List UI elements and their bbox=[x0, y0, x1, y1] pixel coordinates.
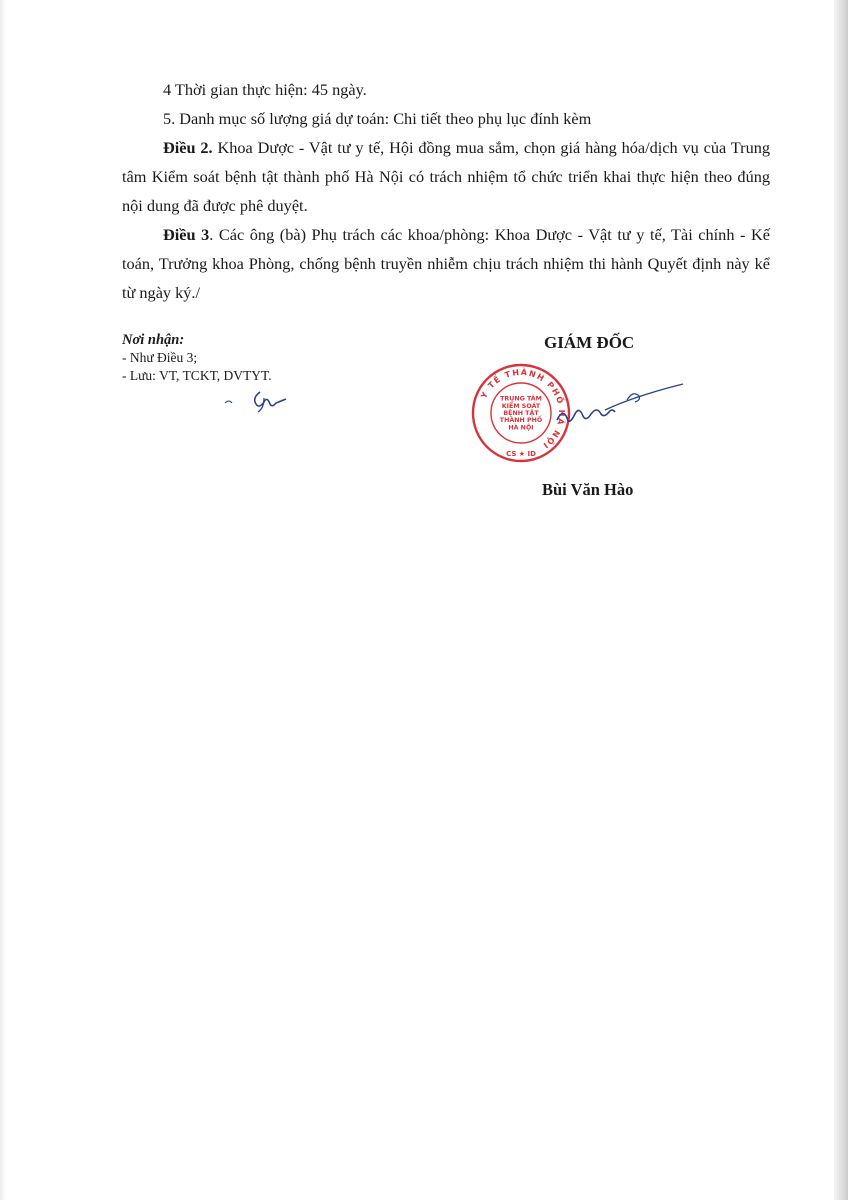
svg-text:TRUNG TÂMKIỂM SOÁTBỆNH TẬTTHÀN: TRUNG TÂM KIỂM SOÁT BỆNH TẬT THÀNH PHỐ HÀ NỘI bbox=[499, 395, 543, 432]
article-2 bbox=[122, 133, 770, 220]
svg-text:Y TẾ THÀNH PHỐ HÀ NỘI: Y TẾ THÀNH PHỐ HÀ NỘI bbox=[479, 367, 567, 451]
article-2-text: Khoa Dược - Vật tư y tế, Hội đồng mua sắm, chọn giá hàng hóa/dịch vụ của Trung tâm Kiểm soát bệnh tật thành phố Hà Nội có trách nhiệm tổ chức triển khai thực hiện theo đúng nội dung đã được phê duyệt. bbox=[122, 138, 770, 215]
article-3 bbox=[122, 220, 770, 307]
article-3-label: Điều 3 bbox=[163, 225, 210, 244]
initials-mark bbox=[222, 386, 294, 416]
position-title: GIÁM ĐỐC bbox=[544, 333, 635, 352]
article-3-text: . Các ông (bà) Phụ trách các khoa/phòng: Khoa Dược - Vật tư y tế, Tài chính - Kế toán, Trưởng khoa Phòng, chống bệnh truyền nhiễm chịu trách nhiệm thi hành Quyết định này kể từ ngày ký./ bbox=[122, 225, 771, 302]
item-4: 4 Thời gian thực hiện: 45 ngày. bbox=[163, 80, 367, 99]
page-shadow-left bbox=[0, 0, 6, 1200]
svg-text:CS ★ ID: CS ★ ID bbox=[506, 450, 536, 458]
signer-name: Bùi Văn Hào bbox=[542, 480, 634, 499]
decision-body bbox=[122, 75, 770, 307]
article-2-label: Điều 2. bbox=[163, 138, 213, 157]
page-shadow-right bbox=[834, 0, 848, 1200]
recipients-title: Nơi nhận: bbox=[122, 332, 185, 348]
recipients-block bbox=[122, 331, 272, 385]
director-signature bbox=[555, 380, 687, 436]
recipient-item: - Lưu: VT, TCKT, DVTYT. bbox=[122, 368, 272, 383]
recipient-item: - Như Điều 3; bbox=[122, 350, 198, 365]
item-5: 5. Danh mục số lượng giá dự toán: Chi tiết theo phụ lục đính kèm bbox=[163, 109, 592, 128]
